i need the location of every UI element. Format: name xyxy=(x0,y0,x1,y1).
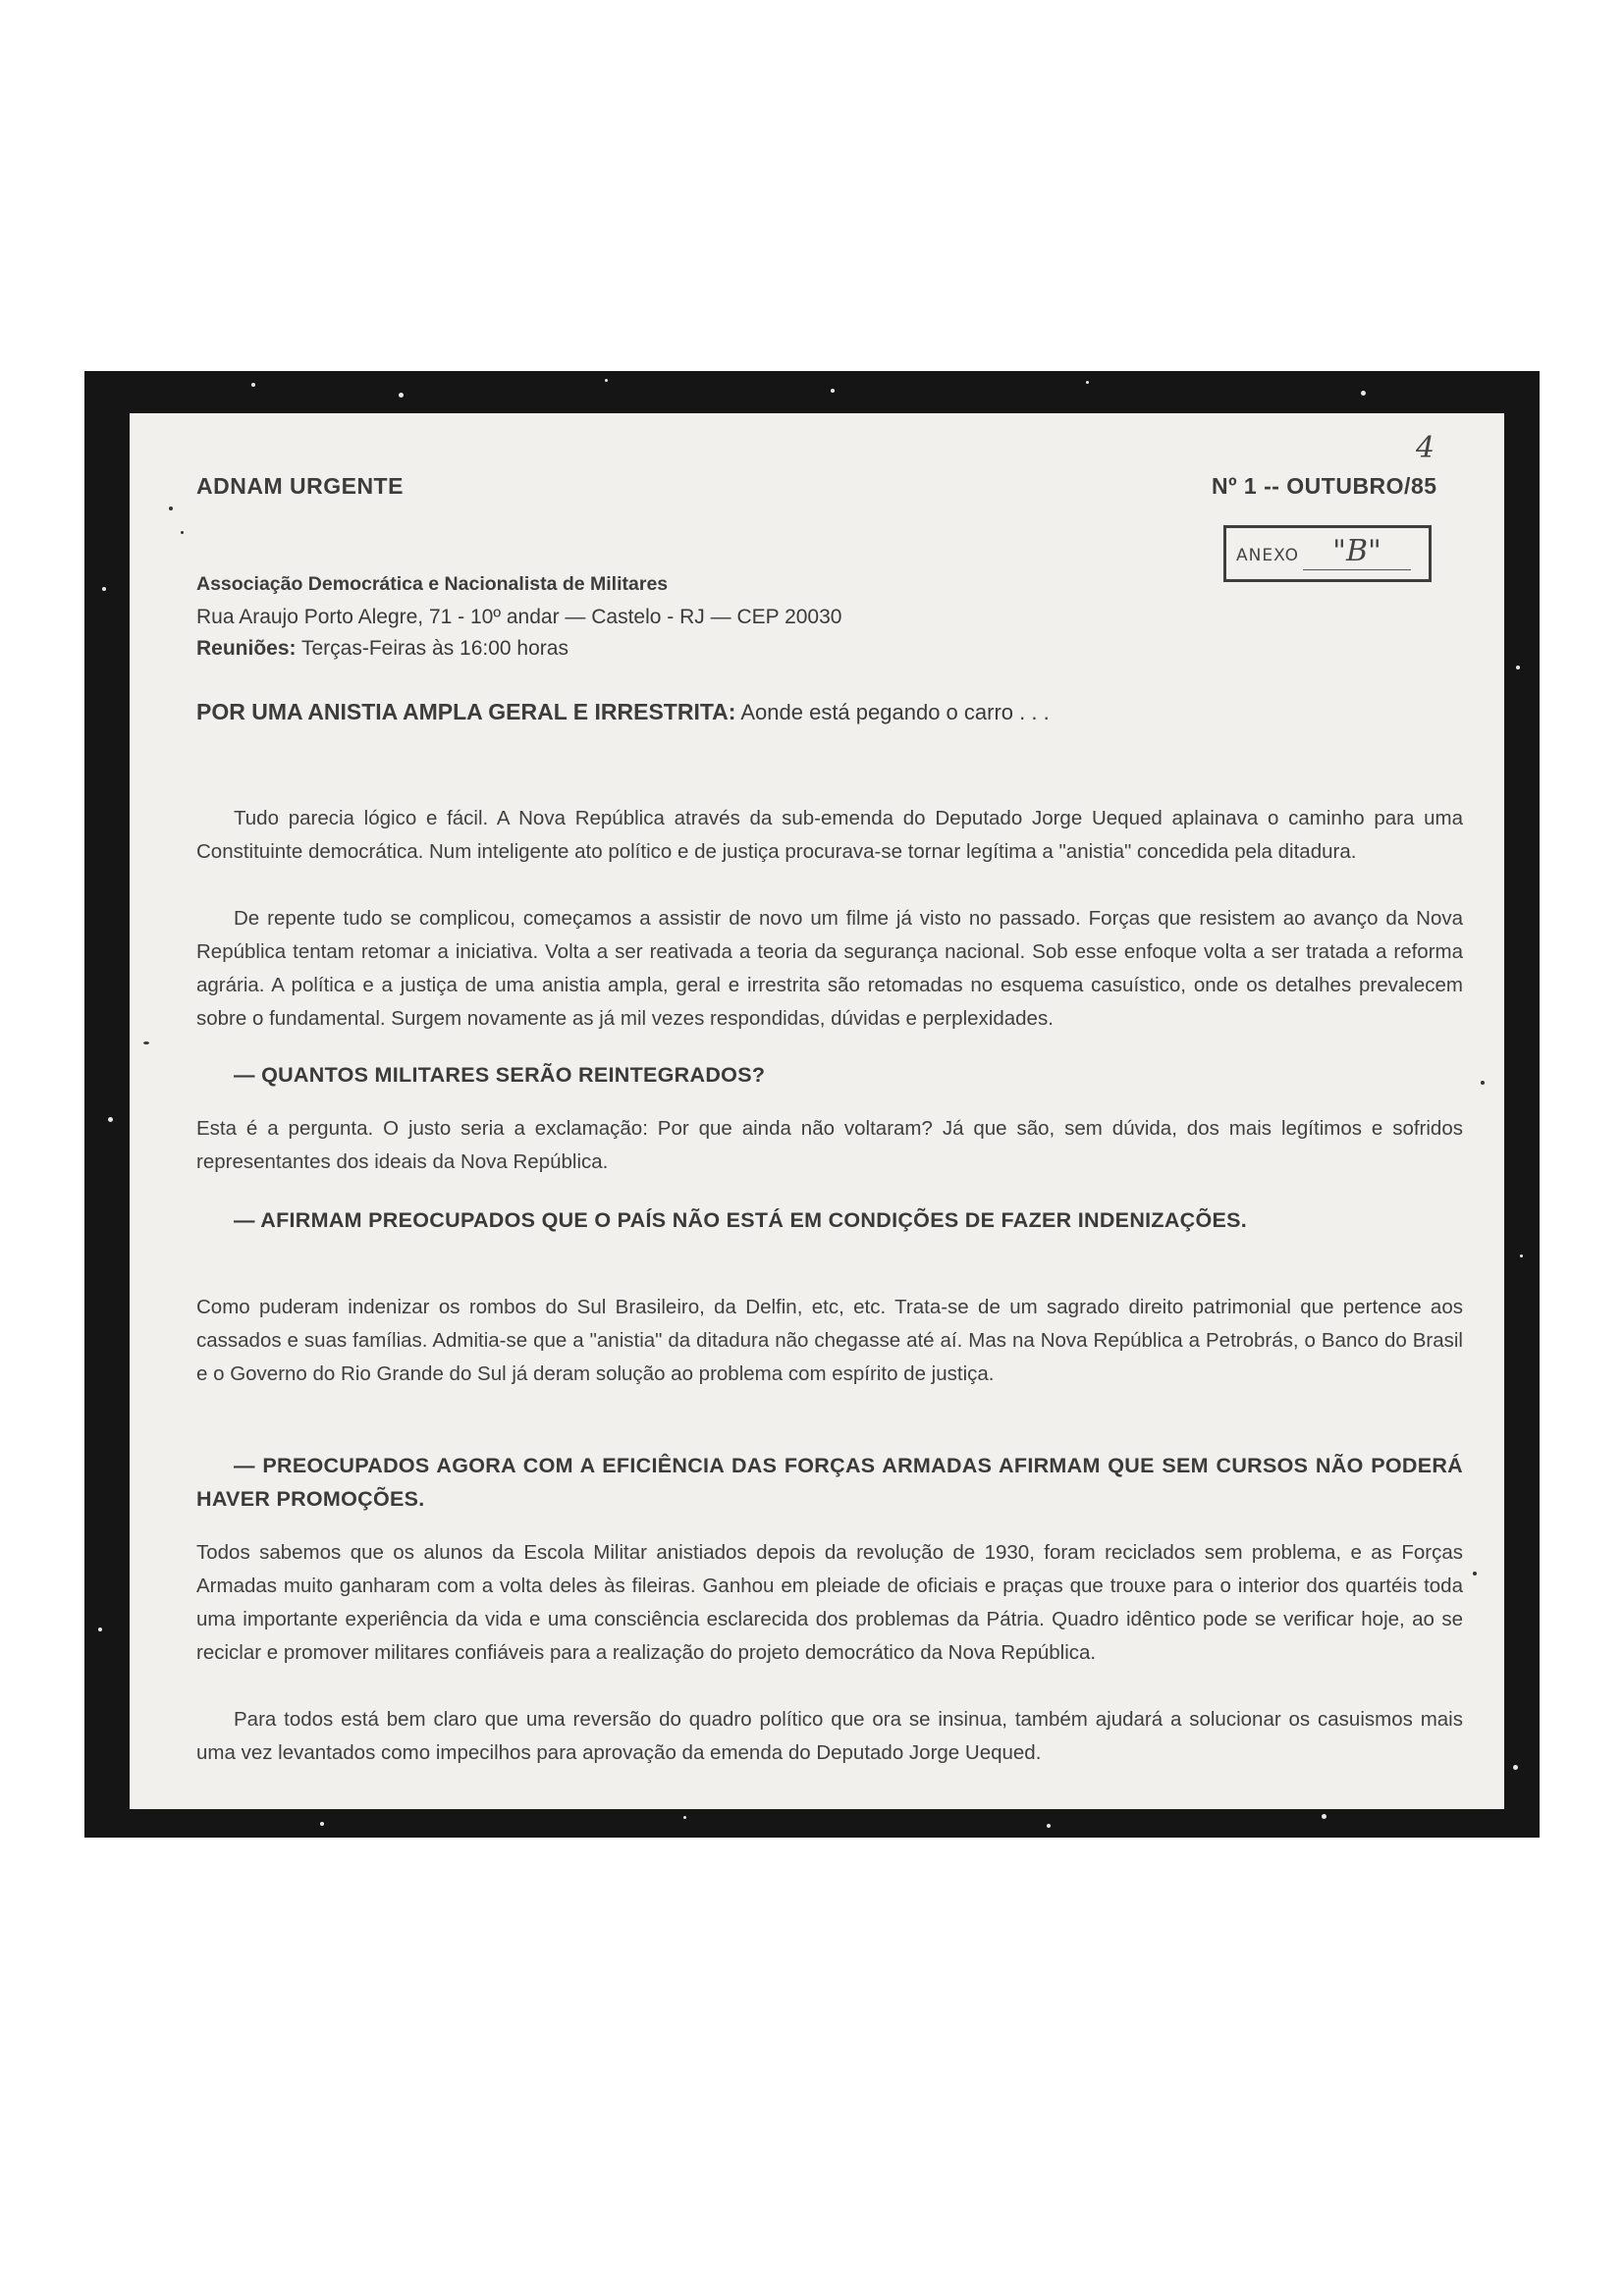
dust-speck xyxy=(98,1628,102,1631)
dust-speck xyxy=(1322,1814,1326,1819)
scan-frame xyxy=(84,371,1540,1838)
issue-label: Nº 1 -- OUTUBRO/85 xyxy=(1212,473,1437,499)
page-number: 4 xyxy=(1416,431,1435,465)
section-heading: — AFIRMAM PREOCUPADOS QUE O PAÍS NÃO ESTÁ EM CONDIÇÕES DE FAZER INDENIZAÇÕES. xyxy=(234,1208,1248,1232)
section-paragraph: Como puderam indenizar os rombos do Sul Brasileiro, da Delfin, etc, etc. Trata-se de um sagrado direito patrimonial que pertence aos cassados e suas famílias. Admitia-se que a "anistia" da ditadura não chegasse até aí. Mas na Nova República a Petrobrás, o Banco do Brasil e o Governo do Rio Grande do Sul já deram solução ao problema com espírito de justiça. xyxy=(196,1295,1463,1385)
dust-speck xyxy=(1513,1765,1518,1770)
ink-speck xyxy=(143,1041,149,1044)
intro-paragraph: De repente tudo se complicou, começamos a assistir de novo um filme já visto no passado. Forças que resistem ao avanço da Nova República tentam retomar a iniciativa. Volta a ser reativada a teoria da segurança nacional. Sob esse enfoque volta a ser tratada a reforma agrária. A política e a justiça de uma anistia ampla, geral e irrestrita são retomadas no esquema casuístico, onde os detalhes prevalecem sobre o fundamental. Surgem novamente as já mil vezes respondidas, dúvidas e perplexidades. xyxy=(196,906,1463,1030)
ink-speck xyxy=(1481,1081,1485,1085)
headline-bold: POR UMA ANISTIA AMPLA GERAL E IRRESTRITA: xyxy=(196,699,736,724)
headline-rest: Aonde está pegando o carro . . . xyxy=(740,700,1050,724)
ink-speck xyxy=(1473,1572,1477,1575)
dust-speck xyxy=(1047,1824,1051,1828)
meetings-value: Terças-Feiras às 16:00 horas xyxy=(300,637,568,660)
newsletter-title: ADNAM URGENTE xyxy=(196,473,404,499)
intro-paragraph: Tudo parecia lógico e fácil. A Nova República através da sub-emenda do Deputado Jorge Uequed aplainava o caminho para uma Constituinte democrática. Num inteligente ato político e de justiça procurava-se tornar legítima a "anistia" concedida pela ditadura. xyxy=(196,806,1463,863)
annex-label: ANEXO xyxy=(1236,546,1300,565)
section-paragraph: Para todos está bem claro que uma reversão do quadro político que ora se insinua, também ajudará a solucionar os casuismos mais uma vez levantados como impecilhos para aprovação da emenda do Deputado Jorge Uequed. xyxy=(196,1707,1463,1764)
dust-speck xyxy=(605,379,608,382)
ink-speck xyxy=(181,531,184,534)
annex-value: "B" xyxy=(1303,534,1411,570)
organization-name: Associação Democrática e Nacionalista de Militares xyxy=(196,573,669,595)
dust-speck xyxy=(1520,1255,1523,1257)
section-paragraph: Todos sabemos que os alunos da Escola Militar anistiados depois da revolução de 1930, foram reciclados sem problema, e as Forças Armadas muito ganharam com a volta deles às fileiras. Ganhou em pleiade de oficiais e praças que trouxe para o interior dos quartéis toda uma importante experiência da vida e uma consciência esclarecida dos problemas da Pátria. Quadro idêntico pode se verificar hoje, ao se reciclar e promover militares confiáveis para a realização do projeto democrático da Nova República. xyxy=(196,1540,1463,1664)
section-heading: — QUANTOS MILITARES SERÃO REINTEGRADOS? xyxy=(234,1063,766,1087)
section-paragraph: Esta é a pergunta. O justo seria a exclamação: Por que ainda não voltaram? Já que são, sem dúvida, dos mais legítimos e sofridos representantes dos ideais da Nova República. xyxy=(196,1116,1463,1173)
dust-speck xyxy=(831,389,835,393)
dust-speck xyxy=(102,587,106,591)
headline xyxy=(196,699,1463,725)
document-page xyxy=(130,413,1504,1809)
ink-speck xyxy=(169,507,173,510)
section-heading: — PREOCUPADOS AGORA COM A EFICIÊNCIA DAS FORÇAS ARMADAS AFIRMAM QUE SEM CURSOS NÃO PODERÁ HAVER PROMOÇÕES. xyxy=(196,1454,1463,1511)
organization-address: Rua Araujo Porto Alegre, 71 - 10º andar — Castelo - RJ — CEP 20030 xyxy=(196,606,842,628)
dust-speck xyxy=(683,1816,686,1819)
dust-speck xyxy=(1361,391,1366,396)
dust-speck xyxy=(251,383,255,387)
meetings-line xyxy=(196,637,568,661)
dust-speck xyxy=(399,393,404,398)
dust-speck xyxy=(108,1117,113,1122)
annex-stamp xyxy=(1223,525,1432,582)
dust-speck xyxy=(1516,666,1520,669)
dust-speck xyxy=(320,1822,324,1826)
meetings-label: Reuniões: xyxy=(196,637,297,660)
dust-speck xyxy=(1086,381,1089,384)
